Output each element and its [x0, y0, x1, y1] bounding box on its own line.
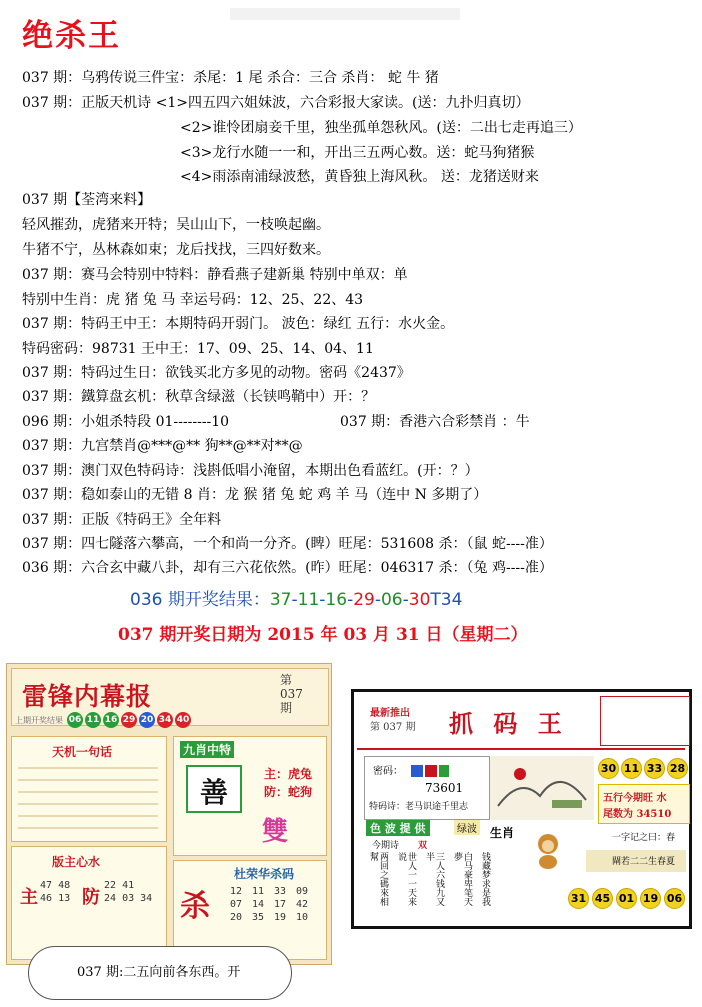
- grid-num: 34: [140, 893, 153, 904]
- kill-char: 杀: [180, 889, 210, 924]
- grid-num: 41: [122, 880, 135, 891]
- issue-number: 037: [280, 687, 303, 701]
- line-3: <2>谁怜团扇妾千里，独坐孤单怨秋风。(送：二出七走再追三）: [180, 120, 582, 136]
- last-result-label: 上期开奖结果: [15, 715, 63, 725]
- line-16: 037 期：香港六合彩禁肖 ：牛: [340, 414, 530, 430]
- wuxing: 五行今期旺 水: [603, 793, 667, 804]
- rule-6: [18, 827, 158, 829]
- panel-banzhu-title: 版主心水: [52, 855, 101, 869]
- kill-number: 35: [252, 912, 265, 923]
- panel-shama: [173, 860, 327, 960]
- poem-column: 世人一一天来说: [396, 852, 416, 906]
- kill-number-grid: [230, 885, 322, 924]
- result-ball: 06: [67, 712, 83, 728]
- line-20: 037 期：正版《特码王》全年料: [22, 512, 222, 528]
- line-18: 037 期：澳门双色特码诗：浅斟低唱小淹留，本期出色看蓝红。(开：？）: [22, 463, 479, 479]
- line-9: 037 期：赛马会特别中特料：静看燕子建新巢 特别中单双：单: [22, 267, 408, 283]
- result-number: 11: [297, 590, 320, 610]
- hint-box: [586, 850, 686, 872]
- result-ball: 40: [175, 712, 191, 728]
- result-numbers: [270, 590, 431, 610]
- monkey-svg: [530, 830, 566, 870]
- line-12: 特码密码：98731 王中王：17、09、25、14、04、11: [22, 341, 374, 357]
- panel-jiuxiao: [173, 736, 327, 856]
- big-char-box: [186, 765, 242, 813]
- top-ball: 30: [598, 758, 619, 779]
- kill-number: 07: [230, 899, 243, 910]
- result-ball: 16: [103, 712, 119, 728]
- kill-number: 11: [252, 886, 265, 897]
- panel-tianji-title: 天机一句话: [52, 745, 113, 759]
- line-6: 037 期【荃湾来料】: [22, 192, 152, 208]
- result-number: 37: [269, 590, 292, 610]
- cloud-bubble: [28, 946, 292, 1000]
- line-8: 牛猪不宁，丛林森如束；龙后找找，三四好数来。: [22, 242, 330, 258]
- ball-row: [67, 712, 191, 728]
- left-number-grid: [40, 879, 70, 905]
- draw-date: 037 期开奖日期为 2015 年 03 月 31 日（星期二）: [118, 625, 528, 645]
- draw-result: [130, 585, 462, 610]
- masthead-title: 雷锋内幕报: [22, 682, 153, 711]
- line-2: 037 期：正版天机诗 <1>四五四六姐妹波，六合彩报大家读。(送：九扑归真切）: [22, 95, 530, 111]
- big-char: 善: [200, 776, 229, 809]
- kill-number: 19: [274, 912, 287, 923]
- right-issue: 第 037 期: [370, 722, 416, 733]
- result-number: 16: [325, 590, 348, 610]
- result-dash: -: [319, 590, 326, 610]
- panel-shama-title: 杜荣华杀码: [234, 867, 295, 881]
- main-char: 主: [20, 887, 38, 908]
- result-dash: -: [291, 590, 298, 610]
- double-label: 双: [418, 841, 428, 851]
- one-char: 一字记之曰：春: [612, 833, 676, 843]
- tag: 最新推出: [370, 708, 410, 719]
- kill-number: 09: [296, 886, 309, 897]
- result-ball: 29: [121, 712, 137, 728]
- page-title: 绝杀王: [22, 18, 121, 54]
- line-21: 037 期：四七隧落六攀高，一个和尚一分齐。(睥）旺尾：531608 杀：（鼠 蛇----准）: [22, 536, 553, 552]
- result-dash: -: [402, 590, 409, 610]
- poem-columns: [368, 852, 490, 912]
- kill-number: 20: [230, 912, 243, 923]
- top-ball: 28: [667, 758, 688, 779]
- kill-number: 10: [296, 912, 309, 923]
- result-number: 06: [380, 590, 403, 610]
- line-19: 037 期：稳如泰山的无错 8 肖：龙 猴 猪 兔 蛇 鸡 羊 马（连中 N 多期了）: [22, 487, 488, 503]
- kill-number: 14: [252, 899, 265, 910]
- line-11: 037 期：特码王中王：本期特码开弱门。 波色：绿红 五行：水火金。: [22, 316, 455, 332]
- defend-label: 防：蛇狗: [264, 785, 313, 799]
- line-4: <3>龙行水随一一和，开出三五两心数。送：蛇马狗猪猴: [180, 145, 535, 161]
- result-number: 30: [408, 590, 431, 610]
- empty-box: [600, 696, 690, 746]
- grid-num: 48: [58, 880, 71, 891]
- color-answer: 绿波: [454, 820, 480, 835]
- password-value: 73601: [425, 781, 464, 795]
- line-10: 特别中生肖：虎 猪 兔 马 幸运号码：12、25、22、43: [22, 292, 364, 308]
- result-dash: -: [347, 590, 354, 610]
- second-char: 雙: [262, 817, 289, 847]
- grid-num: 46: [40, 893, 53, 904]
- rule-3: [18, 791, 158, 793]
- poem-column: 白马豪卑笔天夢: [452, 852, 472, 906]
- color-title: 色 波 提 供: [366, 820, 430, 836]
- result-ball: 34: [157, 712, 173, 728]
- bottom-ball: 19: [640, 888, 661, 909]
- today-poem: 今期诗: [372, 841, 400, 851]
- right-newspaper-image: [351, 689, 692, 929]
- logo-mark: [411, 763, 451, 779]
- grid-num: 13: [58, 893, 71, 904]
- line-15: 096 期：小姐杀特段 01--------10: [22, 414, 230, 430]
- bottom-ball: 45: [592, 888, 613, 909]
- left-newspaper-image: [6, 663, 332, 965]
- kill-number: 17: [274, 899, 287, 910]
- poem-column: 钱藏梦求是我: [480, 852, 490, 906]
- top-ball: 11: [621, 758, 642, 779]
- result-dash: -: [374, 590, 381, 610]
- result-ball: 11: [85, 712, 101, 728]
- panel-jiuxiao-title: 九肖中特: [180, 741, 234, 758]
- result-ball: 20: [139, 712, 155, 728]
- top-balls: [598, 758, 688, 779]
- fang-char: 防: [82, 887, 100, 908]
- result-label: 036 期开奖结果：: [130, 590, 270, 610]
- rule-4: [18, 803, 158, 805]
- red-rule: [357, 748, 685, 750]
- cloud-text: 037 期:二五向前各东西。开: [77, 965, 241, 980]
- rule-2: [18, 779, 158, 781]
- last-result-balls: [15, 712, 191, 728]
- kill-number: 33: [274, 886, 287, 897]
- line-7: 轻风摧劲，虎猪来开特；吴山山下，一枝唤起幽。: [22, 217, 330, 233]
- result-number: 29: [353, 590, 375, 610]
- landscape-illustration: [490, 756, 594, 820]
- panel-banzhu: [11, 846, 167, 960]
- panel-tianji: [11, 736, 167, 842]
- password-label: 密码：: [373, 766, 403, 777]
- rule-1: [18, 767, 158, 769]
- issue-suffix: 期: [280, 701, 293, 715]
- hint: 閘若二二生春夏: [612, 857, 676, 867]
- line-13: 037 期：特码过生日：欲钱买北方多见的动物。密码《2437》: [22, 365, 411, 381]
- poem-column: 三人六钱九又半: [424, 852, 444, 906]
- monkey-illustration: [530, 830, 566, 870]
- top-ball: 33: [644, 758, 665, 779]
- issue-label: 第: [280, 673, 293, 687]
- kill-number: 42: [296, 899, 309, 910]
- main-label: 主：虎兔: [264, 767, 313, 781]
- bottom-balls: [568, 888, 685, 909]
- shengxiao-title: 生肖: [490, 826, 515, 840]
- grid-num: 22: [104, 880, 117, 891]
- line-5: <4>雨添南浦绿波愁，黄昏独上海风秋。 送：龙猪送财来: [180, 169, 539, 185]
- bottom-ball: 06: [664, 888, 685, 909]
- landscape-svg: [490, 756, 594, 820]
- line-22: 036 期：六合玄中藏八卦，却有三六花依然。(昨）旺尾：046317 杀：（兔 鸡----准）: [22, 560, 553, 576]
- kill-number: 12: [230, 886, 243, 897]
- poem-label: 特码诗：老马识途千里志: [369, 802, 469, 812]
- grid-num: 47: [40, 880, 53, 891]
- issue-box: [280, 673, 303, 715]
- grid-num: 24: [104, 893, 117, 904]
- right-title: 抓 码 王: [449, 709, 568, 738]
- result-special: T34: [430, 590, 463, 610]
- grid-num: 03: [122, 893, 135, 904]
- bottom-ball: 01: [616, 888, 637, 909]
- poem-column: 两回之碼來相幫: [368, 852, 388, 906]
- line-17: 037 期：九宫禁肖@***@** 狗**@**对**@: [22, 438, 303, 454]
- rule-5: [18, 815, 158, 817]
- bottom-ball: 31: [568, 888, 589, 909]
- top-banner-strip: [230, 8, 460, 20]
- logo-box: [364, 756, 490, 820]
- line-14: 037 期：鐵算盘玄机：秋草含绿滋（长铗鸣鞘中）开：？: [22, 389, 376, 405]
- right-number-grid: [104, 879, 152, 905]
- tail: 尾数为 34510: [603, 809, 672, 820]
- wuxing-box: [598, 784, 690, 824]
- line-1: 037 期：乌鸦传说三件宝：杀尾：1 尾 杀合：三合 杀肖： 蛇 牛 猪: [22, 70, 439, 86]
